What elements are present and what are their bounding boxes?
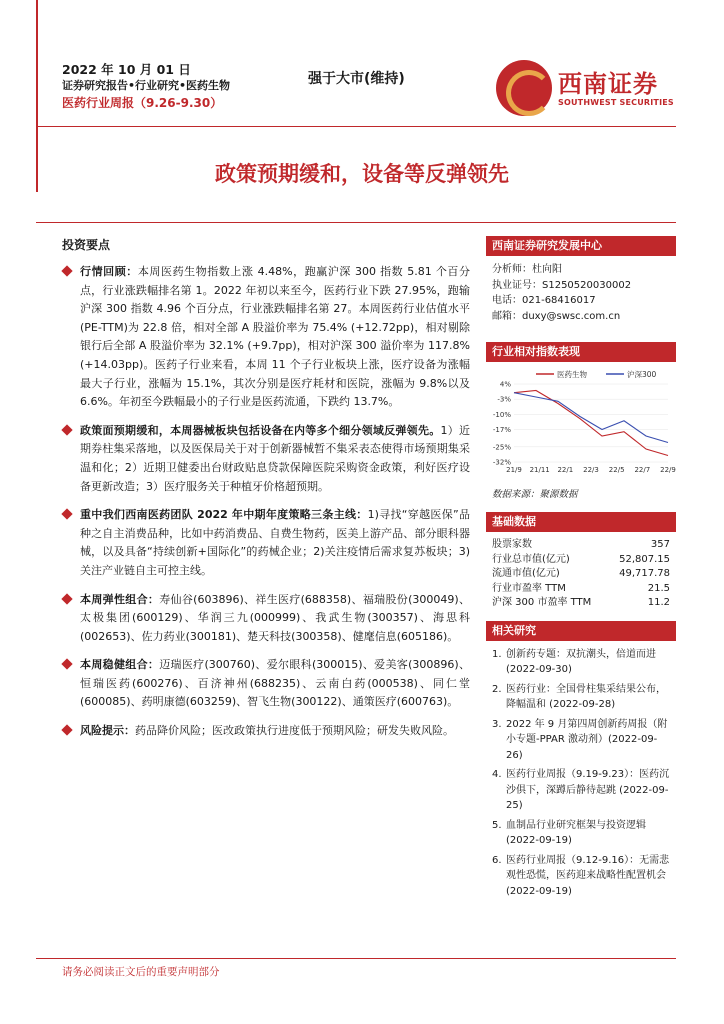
row-value: 357 [650, 539, 670, 550]
diamond-bullet-icon [61, 724, 72, 735]
investment-bullet [62, 591, 470, 647]
item-number: 2. [492, 683, 502, 695]
row-label: 行业市盈率 TTM [492, 582, 566, 594]
item-number: 3. [492, 718, 502, 730]
table-row [486, 596, 676, 611]
bullet-text: 1)寻找“穿越医保”品种之自主消费品种，比如中药消费品、自费生物药，医美上游产品、部分眼科器械，以及具备“持续创新+国际化”的药械企业；2)关注疫情后需求复苏板块；3)关注产业链自主可控主线。 [80, 508, 471, 577]
y-tick-label: 4% [499, 380, 511, 389]
bullet-heading: 政策面预期缓和，本周器械板块包括设备在内等多个细分领域反弹领先。 [80, 423, 441, 437]
diamond-bullet-icon [61, 265, 72, 276]
item-text: 医药行业：全国骨柱集采结果公布，降幅温和 (2022-09-28) [506, 683, 666, 711]
x-tick-label: 22/1 [557, 466, 574, 474]
item-text: 血制品行业研究框架与投资逻辑 (2022-09-19) [506, 819, 646, 847]
bullet-heading: 风险提示： [80, 724, 135, 738]
main-title: 政策预期缓和，设备等反弹领先 [215, 162, 509, 186]
series-line [514, 393, 668, 443]
bullet-heading: 本周稳健组合： [80, 658, 160, 672]
logo-en-text: SOUTHWEST SECURITIES [558, 98, 674, 107]
related-research-item[interactable] [492, 682, 670, 713]
analyst-meta-line: 执业证号：S1250520030002 [492, 279, 632, 291]
basic-data-table [486, 538, 676, 611]
logo-mark-icon [496, 60, 552, 116]
x-tick-label: 21/9 [506, 466, 522, 474]
related-research-item[interactable] [492, 767, 670, 814]
bullet-heading: 本周弹性组合： [80, 592, 160, 606]
x-tick-label: 22/9 [660, 466, 676, 474]
item-number: 5. [492, 819, 502, 831]
row-label: 股票家数 [492, 539, 532, 550]
header-divider [36, 126, 676, 127]
table-row [486, 553, 676, 568]
report-date: 2022 年 10 月 01 日 [62, 62, 191, 77]
y-tick-label: -3% [497, 395, 511, 404]
investment-bullet [62, 263, 470, 412]
row-label: 流通市值(亿元) [492, 568, 560, 580]
related-research-list [486, 641, 676, 900]
analyst-meta-line: 分析师：杜向阳 [492, 264, 562, 275]
related-research-title: 相关研究 [486, 621, 676, 641]
item-text: 医药行业周报（9.12-9.16）：无需悲观性恐慌，医药迎来战略性配置机会 (2022-09-19) [506, 854, 670, 897]
related-research-item[interactable] [492, 717, 670, 764]
item-text: 2022 年 9 月第四周创新药周报（附小专题-PPAR 激动剂）(2022-09-26) [506, 718, 668, 761]
investment-points [62, 236, 470, 751]
bullet-text: 本周医药生物指数上涨 4.48%，跑赢沪深 300 指数 5.81 个百分点，行业涨跌幅排名第 1。2022 年初以来至今，医药行业下跌 27.95%，跑输沪深 300 指数 4.96 个百分点，行业涨跌幅排名第 27。本周医药行业估值水平(PE-TTM)为 22.8 倍，相对全部 A 股溢价率为 75.4% (+12.72pp)，相对剔除银行后全部 A 股溢价率为 32.1% (+9.7pp)，相对沪深 300 溢价率为 117.8% (+14.03pp)。医药子行业来看，本周 11 个子行业板块上涨，医疗设备为涨幅最大子行业，涨幅为 15.1%，其次分别是医疗耗材和医院，涨幅为 9.8%以及 6.6%。年初至今跌幅最小的子行业是医药流通，下跌约 13.7%。 [80, 265, 471, 409]
diamond-bullet-icon [61, 508, 72, 519]
sidebar [486, 236, 676, 903]
y-tick-label: -25% [492, 443, 511, 452]
investment-bullet [62, 722, 470, 741]
item-number: 4. [492, 769, 502, 781]
analyst-meta-line: 邮箱：duxy@swsc.com.cn [492, 310, 621, 322]
report-subtitle: 医药行业周报（9.26-9.30） [62, 96, 223, 110]
diamond-bullet-icon [61, 659, 72, 670]
table-row [486, 567, 676, 582]
y-tick-label: -32% [492, 458, 511, 467]
investment-bullet [62, 422, 470, 496]
y-tick-label: -17% [492, 426, 511, 434]
row-value: 52,807.15 [619, 553, 670, 565]
bullet-heading: 重中我们西南医药团队 2022 年中期年度策略三条主线： [80, 508, 368, 522]
row-label: 沪深 300 市盈率 TTM [492, 597, 592, 609]
analyst-meta-line: 电话：021-68416017 [492, 295, 596, 306]
row-value: 49,717.78 [619, 568, 670, 580]
logo-cn-text: 西南证券 [558, 70, 658, 98]
bullet-text: 寿仙谷(603896)、祥生医疗(688358)、福瑞股份(300049)、太极集团(600129)、华润三九(000999)、我武生物(300357)、海思科(002653)、佐力药业(300181)、楚天科技(300358)、健麾信息(605186)。 [80, 592, 470, 643]
bullet-heading: 行情回顾： [80, 265, 138, 278]
footer-disclaimer: 请务必阅读正文后的重要声明部分 [62, 966, 220, 978]
chart-title: 行业相对指数表现 [486, 342, 676, 362]
table-row [486, 582, 676, 597]
related-research-item[interactable] [492, 818, 670, 849]
research-center-title: 西南证券研究发展中心 [486, 236, 676, 256]
diamond-bullet-icon [61, 424, 72, 435]
item-text: 医药行业周报（9.19-9.23）：医药沉沙俱下，深蹲后静待起跳 (2022-09-25) [506, 769, 670, 812]
bullet-text: 药品降价风险；医改政策执行进度低于预期风险；研发失败风险。 [135, 724, 454, 738]
item-text: 创新药专题：双抗潮头，倍道而进 (2022-09-30) [506, 648, 656, 676]
southwest-securities-logo [496, 58, 676, 118]
analyst-info [486, 256, 676, 324]
report-category: 证券研究报告•行业研究•医药生物 [62, 79, 231, 92]
relative-index-chart [486, 368, 676, 482]
row-value: 11.2 [647, 597, 670, 609]
investment-bullet [62, 506, 470, 580]
diamond-bullet-icon [61, 593, 72, 604]
chart-source: 数据来源：聚源数据 [492, 489, 578, 500]
legend-label: 医药生物 [557, 370, 587, 379]
x-tick-label: 21/11 [529, 466, 550, 474]
related-research-item[interactable] [492, 647, 670, 678]
bullet-text: 1）近期券柱集采落地，以及医保局关于对于创新器械暂不集采表态使得市场预期集采温和化；2）近期卫健委出台财政贴息贷款保障医院采购资金政策，利好医疗设备更新改造；3）医疗服务关于种植牙价格超预期。 [80, 423, 470, 493]
x-tick-label: 22/3 [583, 466, 599, 474]
related-research-item[interactable] [492, 853, 670, 900]
row-value: 21.5 [647, 582, 670, 594]
report-header [62, 62, 292, 112]
item-number: 6. [492, 854, 502, 866]
row-label: 行业总市值(亿元) [492, 553, 570, 565]
item-number: 1. [492, 648, 502, 660]
y-tick-label: -10% [492, 410, 511, 419]
x-tick-label: 22/7 [634, 466, 651, 474]
rating-label: 强于大市(维持) [308, 71, 405, 87]
legend-label: 沪深300 [627, 370, 657, 379]
section-heading: 投资要点 [62, 238, 111, 252]
basic-data-title: 基础数据 [486, 512, 676, 532]
x-tick-label: 22/5 [608, 466, 625, 474]
footer-divider [36, 958, 676, 959]
bullet-text: 迈瑞医疗(300760)、爱尔眼科(300015)、爱美客(300896)、恒瑞医药(600276)、百济神州(688235)、云南白药(000538)、同仁堂(600085)、药明康德(603259)、智飞生物(300122)、通策医疗(600763)。 [80, 658, 470, 709]
investment-bullet [62, 656, 470, 712]
table-row [486, 538, 676, 553]
title-divider [36, 222, 676, 223]
